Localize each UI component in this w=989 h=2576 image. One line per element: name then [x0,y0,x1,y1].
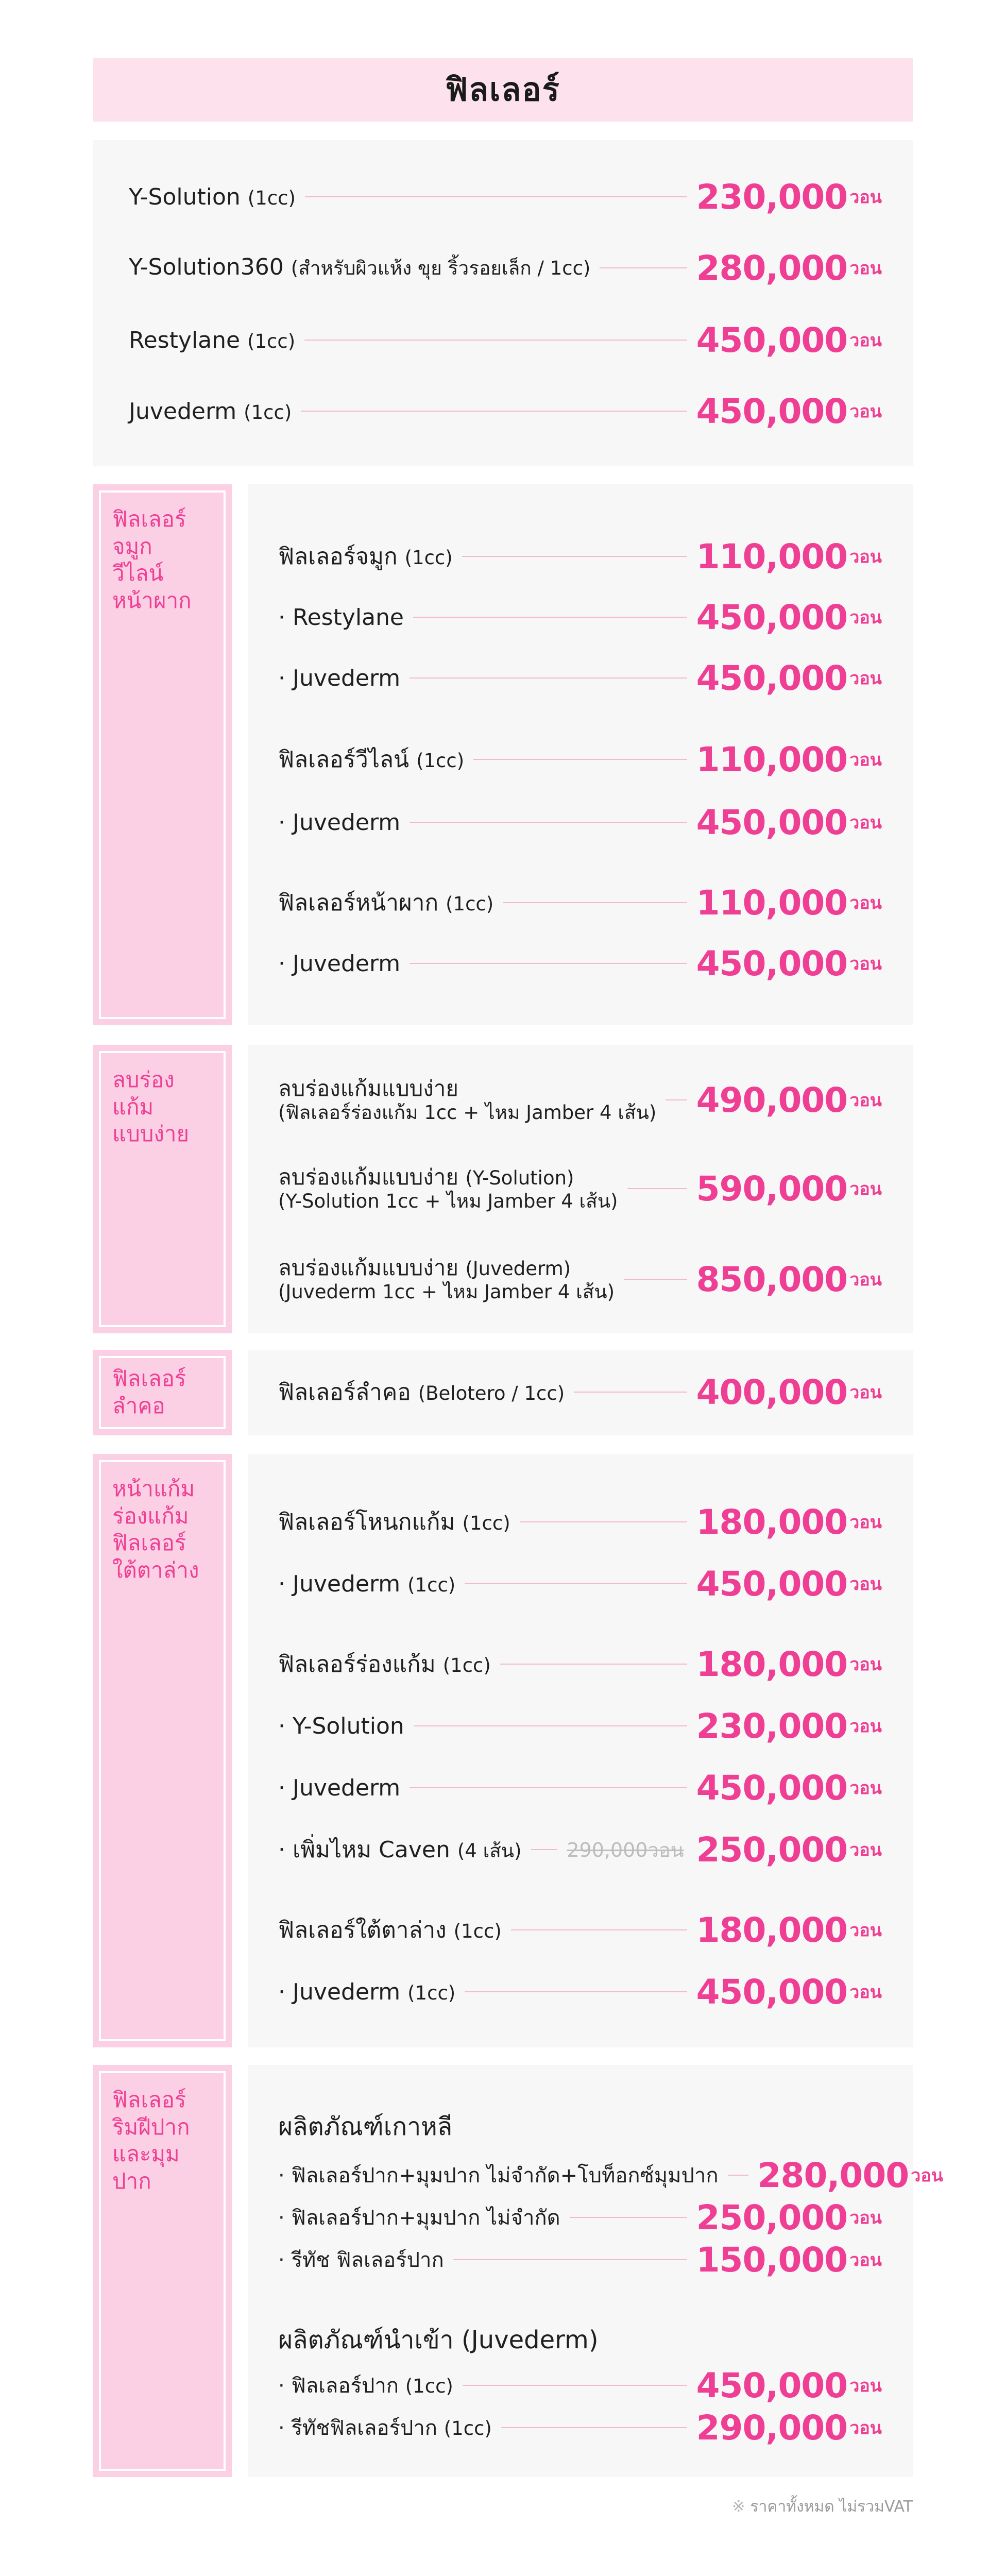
leader-line [410,677,687,679]
item-name-text: ฟิลเลอร์ร่องแก้ม [278,1651,436,1677]
item-price: 250,000 [696,1829,848,1870]
item-name [278,2201,560,2234]
leader-line [511,1929,687,1930]
item-spec: (Juvederm) [465,1257,571,1280]
price-row [278,1643,882,1685]
leader-line [520,1521,687,1522]
price-row [278,2365,882,2406]
category-line: ใต้ตาล่าง [112,1557,199,1583]
category-label [99,490,226,1019]
price-row [278,1829,882,1870]
item-price: 180,000 [696,1644,848,1684]
item-name [278,809,400,836]
price-row [278,2155,943,2196]
item-name [278,1713,404,1739]
item-price: 450,000 [696,943,848,984]
item-name [278,1832,522,1868]
item-price: 180,000 [696,1910,848,1950]
price-row [278,1705,882,1747]
price-row [278,597,882,638]
item-price: 450,000 [696,1564,848,1604]
item-price: 180,000 [696,1502,848,1542]
leader-line [304,340,687,341]
currency-unit: วอน [849,1920,882,1941]
item-name [278,604,404,631]
currency-unit: วอน [849,750,882,770]
item-price: 590,000 [696,1168,848,1209]
item-name-text: ฟิลเลอร์วีไลน์ [278,747,410,773]
currency-unit: วอน [849,401,882,422]
item-price: 850,000 [696,1259,848,1299]
category-line: ลบร่องแก้ม [112,1067,175,1120]
category-line: วีไลน์ [112,561,164,586]
item-price: 400,000 [696,1372,848,1412]
category-line: แบบง่าย [112,1121,190,1146]
category-nose-vline-forehead [93,484,232,1025]
item-name [278,741,464,777]
item-name-text: · Juvederm [278,1978,401,2005]
currency-unit: วอน [849,1716,882,1737]
item-name-text: Juvederm [129,398,237,425]
price-row [278,1158,882,1219]
currency-unit: วอน [849,187,882,208]
leader-line [305,196,687,197]
category-line: ฟิลเลอร์ [112,1530,186,1555]
leader-line [410,1787,687,1788]
item-price: 450,000 [696,2365,848,2405]
item-name-text: · รีทัชฟิลเลอร์ปาก [278,2416,438,2440]
item-name [278,1979,455,2005]
item-spec: (1cc) [404,547,453,569]
currency-unit: วอน [849,1574,882,1595]
item-name-text: ลบร่องแก้มแบบง่าย [278,1164,458,1190]
item-name-text: ฟิลเลอร์จมูก [278,544,398,570]
item-name-text: · Juvederm [278,1570,401,1597]
item-name-text: ฟิลเลอร์โหนกแก้ม [278,1509,455,1535]
item-price: 150,000 [696,2240,848,2280]
item-price: 110,000 [696,883,848,923]
item-price: 280,000 [757,2155,909,2195]
currency-unit: วอน [849,1512,882,1533]
item-price: 230,000 [696,177,848,217]
currency-unit: วอน [849,1654,882,1675]
item-name [278,665,400,691]
item-name-text: ลบร่องแก้มแบบง่าย [278,1075,458,1101]
category-line: และมุมปาก [112,2141,180,2194]
item-price: 230,000 [696,1706,848,1746]
item-name-text: Y-Solution360 [129,253,284,280]
item-name-text: · รีทัช ฟิลเลอร์ปาก [278,2248,444,2272]
leader-line [410,822,687,823]
price-row [278,1971,882,2012]
leader-line [574,1392,687,1393]
filler-title-band [93,58,913,122]
item-spec: (1cc) [405,2375,453,2397]
currency-unit: วอน [849,547,882,567]
item-name [278,1164,618,1213]
item-name [278,1912,502,1948]
leader-line [473,759,687,760]
category-line: จมูก [112,533,152,559]
item-detail: (Juvederm 1cc + ไหม Jamber 4 เส้น) [278,1281,615,1303]
item-spec: (Y-Solution) [465,1166,574,1189]
item-name [278,951,400,977]
item-spec: (1cc) [407,1981,456,2004]
currency-unit: วอน [849,1269,882,1290]
price-row [278,1069,882,1131]
category-line: ร่องแก้ม [112,1503,189,1529]
currency-unit: วอน [849,893,882,913]
original-price: 290,000วอน [567,1838,684,1861]
leader-line [503,902,687,903]
item-name [129,398,292,425]
item-name [278,1076,656,1125]
currency-unit: วอน [849,668,882,689]
item-name [278,885,493,921]
item-spec: (สำหรับผิวแห้ง ขุย ริ้วรอยเล็ก / 1cc) [291,257,591,279]
heading-imported-products: ผลิตภัณฑ์นำเข้า (Juvederm) [278,2326,599,2354]
item-name-text: · Y-Solution [278,1713,404,1739]
leader-line [453,2259,687,2260]
leader-line [728,2175,748,2176]
leader-line [410,963,687,964]
leader-line [570,2217,687,2218]
currency-unit: วอน [849,1840,882,1860]
price-row [129,247,882,289]
item-spec: (1cc) [444,2417,492,2439]
currency-unit: วอน [849,1090,882,1111]
leader-line [531,1849,558,1850]
price-row [278,802,882,843]
item-price: 450,000 [696,1768,848,1808]
currency-unit: วอน [849,1382,882,1403]
price-row [278,536,882,577]
item-name-text: · Juvederm [278,665,401,691]
item-price: 450,000 [696,1972,848,2012]
currency-unit: วอน [849,607,882,628]
currency-unit: วอน [849,1179,882,1199]
leader-line [600,267,687,268]
leader-line [462,556,687,557]
item-spec: (1cc) [407,1573,456,1596]
price-row [278,1767,882,1808]
currency-unit: วอน [849,330,882,351]
item-name-text: ฟิลเลอร์ลำคอ [278,1379,411,1405]
category-label [99,2071,226,2471]
leader-line [624,1279,687,1280]
price-row [278,2407,882,2448]
item-name-text: ฟิลเลอร์หน้าผาก [278,890,439,916]
item-price: 450,000 [696,320,848,360]
item-name-text: ลบร่องแก้มแบบง่าย [278,1255,458,1280]
category-line: ลำคอ [112,1393,165,1418]
item-name [129,327,295,353]
item-spec: (1cc) [247,330,296,352]
item-price: 450,000 [696,597,848,637]
vat-note [732,2495,913,2519]
currency-unit: วอน [849,2250,882,2270]
leader-line [666,1099,687,1100]
vat-note-text: ราคาทั้งหมด ไม่รวมVAT [750,2498,913,2516]
currency-unit: วอน [849,812,882,833]
leader-line [501,2427,687,2428]
currency-unit: วอน [849,954,882,974]
item-price: 450,000 [696,802,848,842]
leader-line [465,1991,687,1992]
item-name-text: ฟิลเลอร์ใต้ตาล่าง [278,1917,447,1943]
item-name-text: · Juvederm [278,809,401,836]
category-cheek-undereye [93,1454,232,2047]
item-detail: (ฟิลเลอร์ร่องแก้ม 1cc + ไหม Jamber 4 เส้น) [278,1101,657,1124]
item-name-text: · เพิ่มไหม Caven [278,1837,450,1863]
item-name [278,1504,510,1540]
item-name [278,2369,453,2402]
category-line: ริมฝีปาก [112,2114,190,2140]
category-lips [93,2065,232,2477]
item-name [278,2411,492,2444]
price-row [278,943,882,984]
price-row [278,1248,882,1310]
item-name-text: · Restylane [278,604,404,631]
item-name [129,184,296,210]
price-row [129,319,882,361]
currency-unit: วอน [849,2376,882,2396]
price-row [278,2197,882,2238]
item-spec: (1cc) [446,893,494,915]
item-spec: (1cc) [244,401,292,423]
price-row [278,882,882,923]
leader-line [627,1188,687,1189]
currency-unit: วอน [849,2208,882,2228]
category-line: ฟิลเลอร์ [112,506,186,532]
category-line: หน้าแก้ม [112,1476,195,1501]
currency-unit: วอน [849,2418,882,2438]
item-name [278,2159,719,2192]
item-name [278,1255,615,1304]
category-neck [93,1350,232,1435]
item-name-text: · Juvederm [278,950,401,977]
item-name [278,1571,455,1597]
item-spec: (Belotero / 1cc) [418,1382,565,1404]
heading-korean-products: ผลิตภัณฑ์เกาหลี [278,2112,453,2141]
category-line: ฟิลเลอร์ [112,1366,186,1391]
item-price: 450,000 [696,391,848,431]
price-row [129,391,882,432]
item-name [278,1646,491,1682]
leader-line [413,617,687,618]
item-price: 490,000 [696,1080,848,1120]
currency-unit: วอน [849,1982,882,2003]
item-name [278,1775,400,1801]
item-price: 110,000 [696,536,848,577]
item-spec: (1cc) [247,187,296,209]
leader-line [500,1664,687,1665]
item-name-text: · ฟิลเลอร์ปาก+มุมปาก ไม่จำกัด [278,2206,560,2230]
item-price: 290,000 [696,2408,848,2448]
item-price: 110,000 [696,739,848,779]
item-name-text: Restylane [129,327,241,353]
category-line: ฟิลเลอร์ [112,2087,186,2112]
category-label [99,1460,226,2041]
leader-line [463,2385,687,2386]
item-name-text: · ฟิลเลอร์ปาก [278,2374,399,2398]
item-spec: (1cc) [416,750,465,772]
item-price: 450,000 [696,658,848,698]
asterisk-icon: ※ [732,2498,745,2516]
item-name-text: · Juvederm [278,1774,401,1801]
category-label [99,1356,226,1429]
price-row [278,1501,882,1543]
item-price: 250,000 [696,2197,848,2238]
price-row [129,176,882,217]
item-detail: (Y-Solution 1cc + ไหม Jamber 4 เส้น) [278,1190,618,1212]
cheek-undereye-panel [248,1454,913,2047]
currency-unit: วอน [849,258,882,279]
item-spec: (1cc) [442,1654,491,1676]
item-name [278,2243,444,2276]
item-name [278,538,453,574]
item-spec: (1cc) [453,1920,502,1942]
item-spec: (1cc) [462,1512,510,1534]
category-label [99,1051,226,1327]
leader-line [465,1583,687,1584]
category-cheek-groove [93,1045,232,1333]
price-row [278,1371,882,1413]
price-row [278,2239,882,2280]
item-name-text: · ฟิลเลอร์ปาก+มุมปาก ไม่จำกัด+โบท็อกซ์มุมปาก [278,2164,719,2188]
leader-line [414,1725,687,1726]
price-row [278,739,882,780]
price-row [278,657,882,699]
item-spec: (4 เส้น) [457,1840,522,1862]
filler-title: ฟิลเลอร์ [445,71,560,108]
category-line: หน้าผาก [112,587,192,613]
item-name [278,1374,565,1410]
currency-unit: วอน [849,1778,882,1799]
currency-unit: วอน [911,2165,943,2186]
item-price: 280,000 [696,248,848,288]
price-row [278,1909,882,1951]
item-name-text: Y-Solution [129,183,241,210]
item-name [129,253,590,283]
leader-line [301,411,687,412]
price-row [278,1563,882,1604]
